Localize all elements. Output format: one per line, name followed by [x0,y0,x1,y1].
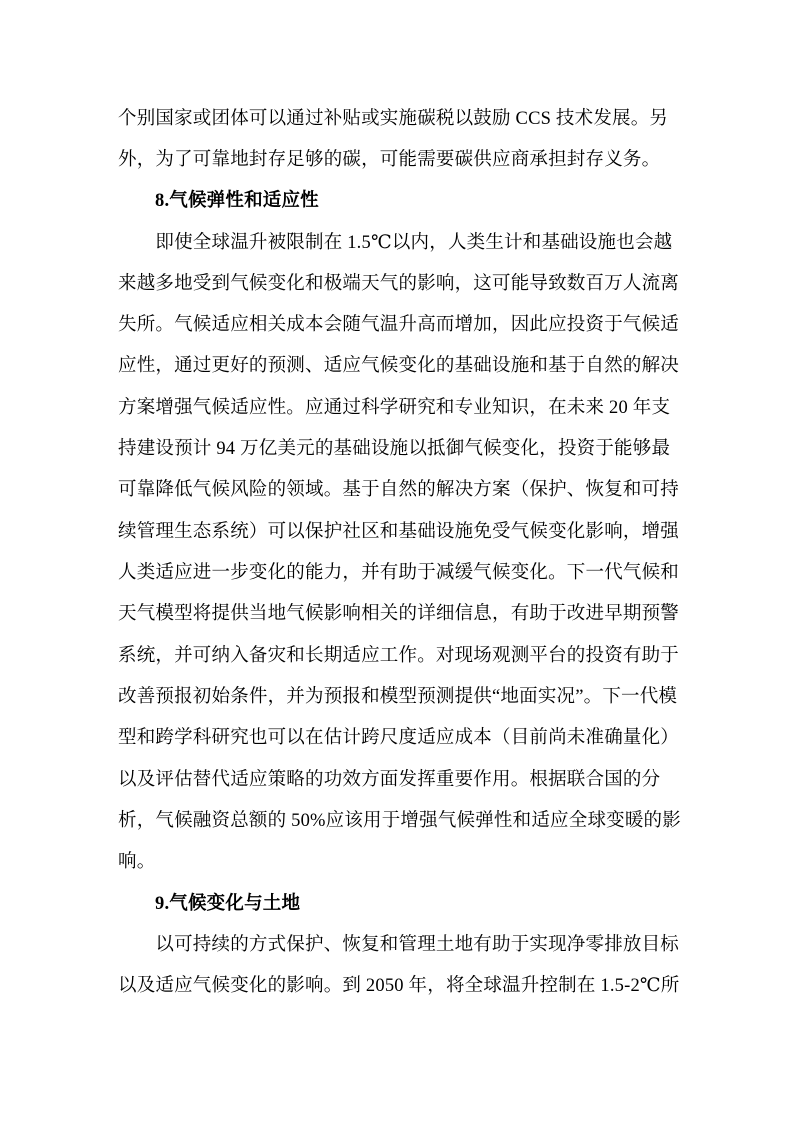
paragraph-line: 以及适应气候变化的影响。到 2050 年，将全球温升控制在 1.5-2℃所 [118,976,680,996]
paragraph-line: 即使全球温升被限制在 1.5℃以内，人类生计和基础设施也会越 [118,233,673,253]
paragraph-line: 析，气候融资总额的 50%应该用于增强气候弹性和适应全球变暖的影 [118,811,681,831]
paragraph-line: 人类适应进一步变化的能力，并有助于减缓气候变化。下一代气候和 [118,563,680,583]
paragraph-line: 外，为了可靠地封存足够的碳，可能需要碳供应商承担封存义务。 [118,150,661,170]
paragraph-line: 以及评估替代适应策略的功效方面发挥重要作用。根据联合国的分 [118,770,661,790]
paragraph-line: 改善预报初始条件，并为预报和模型预测提供“地面实况”。下一代模 [118,687,678,707]
paragraph-line: 可靠降低气候风险的领域。基于自然的解决方案（保护、恢复和可持 [118,480,680,500]
paragraph-line: 应性，通过更好的预测、适应气候变化的基础设施和基于自然的解决 [118,356,680,376]
paragraph-line: 以可持续的方式保护、恢复和管理土地有助于实现净零排放目标 [118,935,680,955]
paragraph-line: 个别国家或团体可以通过补贴或实施碳税以鼓励 CCS 技术发展。另 [118,109,669,129]
paragraph-line: 续管理生态系统）可以保护社区和基础设施免受气候变化影响，增强 [118,522,680,542]
paragraph-line: 来越多地受到气候变化和极端天气的影响，这可能导致数百万人流离 [118,274,680,294]
paragraph-line: 天气模型将提供当地气候影响相关的详细信息，有助于改进早期预警 [118,604,680,624]
paragraph-line: 型和跨学科研究也可以在估计跨尺度适应成本（目前尚未准确量化） [118,728,680,748]
section-heading-9: 9.气候变化与土地 [155,894,301,914]
paragraph-line: 方案增强气候适应性。应通过科学研究和专业知识，在未来 20 年支 [118,398,671,418]
paragraph-line: 失所。气候适应相关成本会随气温升高而增加，因此应投资于气候适 [118,315,680,335]
paragraph-line: 系统，并可纳入备灾和长期适应工作。对现场观测平台的投资有助于 [118,646,680,666]
paragraph-line: 响。 [118,852,156,872]
section-heading-8: 8.气候弹性和适应性 [155,191,319,211]
paragraph-line: 持建设预计 94 万亿美元的基础设施以抵御气候变化，投资于能够最 [118,439,671,459]
